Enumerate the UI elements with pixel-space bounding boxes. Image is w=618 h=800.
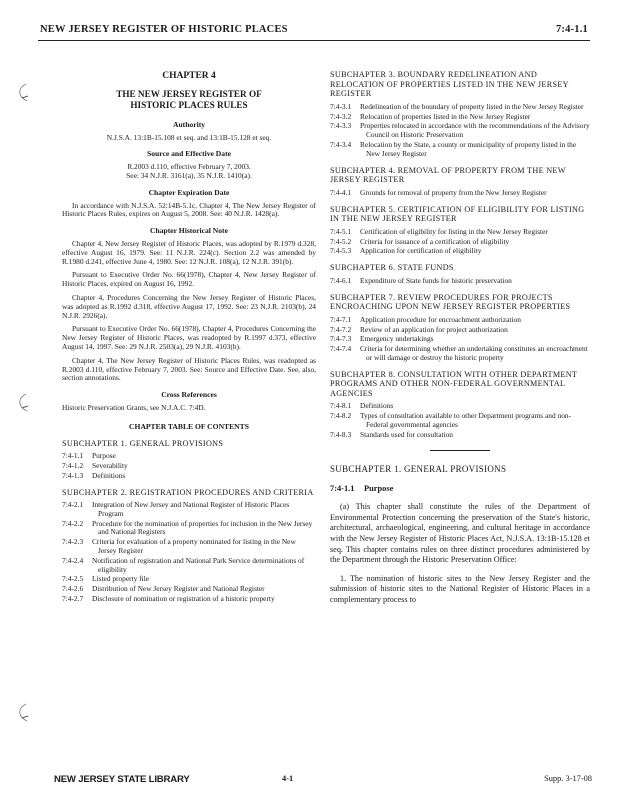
toc-entry [62, 462, 316, 471]
toc-entry-number: 7:4-1.2 [62, 460, 84, 470]
toc-entry [330, 141, 590, 159]
toc-entry-number: 7:4-2.7 [62, 594, 84, 604]
page-footer [40, 774, 592, 788]
toc-entry-title: Expenditure of State funds for historic preservation [360, 275, 512, 285]
toc-list [330, 316, 590, 363]
toc-entry-title: Relocation by the State, a county or municipality of property listed in the New Jersey Register [360, 139, 577, 158]
toc-entry-number: 7:4-3.1 [330, 101, 352, 111]
toc-list [330, 103, 590, 159]
toc-entry-number: 7:4-3.3 [330, 121, 352, 131]
toc-entry-title: Types of consultation available to other Department programs and non-Federal governmental agencies [360, 411, 572, 430]
toc-entry [330, 228, 590, 237]
toc-entry [330, 431, 590, 440]
historical-note-paragraph: Chapter 4, Procedures Concerning the New Jersey Register of Historic Places, was adopted as R.1992 d.318, effective August 17, 1992. See: 23 N.J.R. 2103(b), 24 N.J.R. 2926(a). [62, 292, 316, 320]
toc-entry-title: Disclosure of nomination or registration of a historic property [92, 594, 275, 604]
toc-entry [330, 238, 590, 247]
page-number: 4-1 [282, 774, 294, 783]
toc-entry-title: Standards used for consultation [360, 429, 453, 439]
toc-entry-number: 7:4-5.3 [330, 246, 352, 256]
toc-entry [330, 122, 590, 140]
toc-entry-number: 7:4-5.1 [330, 226, 352, 236]
binder-mark-icon [14, 82, 32, 104]
supplement-date: Supp. 3-17-08 [544, 774, 592, 783]
toc-list [330, 228, 590, 256]
toc-entry-title: Distribution of New Jersey Register and National Register [92, 584, 265, 594]
header-title: NEW JERSEY REGISTER OF HISTORIC PLACES [40, 24, 288, 35]
toc-list [62, 501, 316, 604]
expiration-text: In accordance with N.J.S.A. 52:14B-5.1c, Chapter 4, The New Jersey Register of Historic Places Rules, expires on August 5, 2008. See: 40 N.J.R. 1428(a). [62, 200, 316, 219]
historical-note-paragraph: Pursuant to Executive Order No. 66(1978), Chapter 4, Procedures Concerning the New Jersey Register of Historic Places, was readopted by R.1997 d.373, effective August 14, 1997. See: 29 N.J.R. 2503(a), 29 N.J.R. 4103(b). [62, 324, 316, 351]
authority-text: N.J.S.A. 13:1B-15.108 et seq. and 13:1B-15.128 et seq. [106, 132, 272, 142]
left-column [62, 70, 316, 605]
historical-note-paragraph: Chapter 4, The New Jersey Register of Historic Places Rules, was readopted as R.2003 d.110, effective February 7, 2003. See: Source and Effective Date. See, also, section annotations. [62, 355, 316, 383]
toc-entry-title: Criteria for evaluation of a property nominated for listing in the New Jersey Register [92, 537, 296, 556]
toc-entry-number: 7:4-7.1 [330, 314, 352, 324]
toc-entry-title: Relocation of properties listed in the New Jersey Register [360, 111, 531, 121]
toc-list [330, 402, 590, 439]
toc-list [330, 189, 590, 198]
toc-entry-number: 7:4-4.1 [330, 187, 352, 197]
toc-entry-title: Criteria for determining whether an undertaking constitutes an encroachment or will damage or destroy the historic property [360, 344, 588, 362]
toc-entry-title: Certification of eligibility for listing in the New Jersey Register [360, 226, 548, 236]
toc-entry-number: 7:4-1.1 [62, 451, 84, 461]
toc-entry-number: 7:4-8.1 [330, 401, 352, 411]
toc-entry-number: 7:4-7.3 [330, 334, 352, 344]
toc-entry-title: Redelineation of the boundary of property listed in the New Jersey Register [360, 101, 584, 111]
toc-title: CHAPTER TABLE OF CONTENTS [129, 421, 249, 431]
binder-mark-icon [14, 702, 32, 724]
toc-entry-number: 7:4-7.4 [330, 344, 352, 354]
toc-entry [62, 595, 316, 604]
toc-entry-number: 7:4-3.2 [330, 111, 352, 121]
subchapter-heading: SUBCHAPTER 8. CONSULTATION WITH OTHER DEPARTMENT PROGRAMS AND OTHER NON-FEDERAL GOVERNMENTAL AGENCIES [330, 369, 578, 398]
subchapter-heading: SUBCHAPTER 5. CERTIFICATION OF ELIGIBILITY FOR LISTING IN THE NEW JERSEY REGISTER [330, 204, 585, 224]
toc-entry [330, 113, 590, 122]
toc-entry [330, 345, 590, 363]
toc-entry [62, 557, 316, 575]
body-subchapter-heading: SUBCHAPTER 1. GENERAL PROVISIONS [330, 463, 507, 474]
historical-note-heading: Chapter Historical Note [150, 226, 228, 236]
section-number: 7:4-1.1 [330, 484, 355, 494]
toc-entry [62, 538, 316, 556]
toc-entry-title: Notification of registration and National Park Service determinations of eligibility [92, 555, 305, 574]
chapter-title [62, 89, 316, 111]
toc-entry-title: Grounds for removal of property from the New Jersey Register [360, 187, 547, 197]
toc-entry-title: Listed property file [92, 574, 150, 584]
toc-entry [62, 575, 316, 584]
chapter-title-line: THE NEW JERSEY REGISTER OF [116, 88, 262, 99]
toc-entry-title: Review of an application for project authorization [360, 324, 508, 334]
toc-list [62, 452, 316, 480]
body-paragraph: 1. The nomination of historic sites to the New Jersey Register and the submission of historic sites to the National Register of Historic Places in a complementary process to [330, 573, 590, 604]
toc-entry [330, 103, 590, 112]
subchapter-heading: SUBCHAPTER 4. REMOVAL OF PROPERTY FROM THE NEW JERSEY REGISTER [330, 165, 566, 185]
toc-entry [330, 247, 590, 256]
toc-entry [330, 277, 590, 286]
toc-list [330, 277, 590, 286]
toc-entry-number: 7:4-3.4 [330, 139, 352, 149]
toc-entry-title: Procedure for the nomination of properties for inclusion in the New Jersey and National Registers [92, 518, 313, 537]
toc-entry-number: 7:4-2.3 [62, 537, 84, 547]
toc-entry-title: Emergency undertakings [360, 334, 434, 344]
toc-entry [62, 472, 316, 481]
historical-note-paragraph: Chapter 4, New Jersey Register of Historic Places, was adopted by R.1979 d.328, effective August 16, 1979. See: 11 N.J.R. 224(c). Section 2.2 was amended by R.1980 d.241, effective June 4, 1980. See: 12 N.J.R. 108(a), 12 N.J.R. 391(b). [62, 238, 316, 266]
toc-entry-title: Criteria for issuance of a certification of eligibility [360, 236, 510, 246]
toc-entry [330, 316, 590, 325]
library-stamp: NEW JERSEY STATE LIBRARY [54, 774, 190, 785]
toc-entry [62, 585, 316, 594]
toc-entry-number: 7:4-8.2 [330, 411, 352, 421]
running-header [38, 22, 590, 41]
subchapter-heading: SUBCHAPTER 7. REVIEW PROCEDURES FOR PROJECTS ENCROACHING UPON NEW JERSEY REGISTER PROPERTIES [330, 292, 571, 312]
cross-references-heading: Cross References [161, 390, 217, 400]
toc-entry-number: 7:4-5.2 [330, 236, 352, 246]
toc-entry-title: Severability [92, 460, 128, 470]
historical-note-paragraph: Pursuant to Executive Order No. 66(1978), Chapter 4, New Jersey Register of Historic Places, expired on August 16, 1992. [62, 270, 316, 289]
toc-entry-number: 7:4-2.5 [62, 574, 84, 584]
toc-entry [330, 189, 590, 198]
toc-entry-number: 7:4-2.2 [62, 518, 84, 528]
toc-entry [62, 452, 316, 461]
subchapter-heading: SUBCHAPTER 1. GENERAL PROVISIONS [62, 438, 224, 448]
subchapter-heading: SUBCHAPTER 3. BOUNDARY REDELINEATION AND RELOCATION OF PROPERTIES LISTED IN THE NEW JERSEY REGISTER [330, 70, 569, 99]
toc-entry-title: Integration of New Jersey and National Register of Historic Places Program [92, 500, 290, 518]
toc-entry-title: Application procedure for encroachment authorization [360, 314, 521, 324]
section-title: Purpose [364, 484, 394, 494]
section-heading [330, 485, 590, 494]
toc-entry-title: Definitions [360, 401, 394, 411]
toc-entry [62, 520, 316, 538]
chapter-number: CHAPTER 4 [162, 71, 216, 81]
section-divider [430, 450, 490, 451]
authority-heading: Authority [172, 119, 206, 129]
toc-entry-number: 7:4-2.6 [62, 584, 84, 594]
toc-entry [330, 412, 590, 430]
toc-entry-number: 7:4-2.4 [62, 555, 84, 565]
toc-entry [62, 501, 316, 519]
toc-entry-number: 7:4-6.1 [330, 275, 352, 285]
toc-entry-number: 7:4-7.2 [330, 324, 352, 334]
toc-entry-number: 7:4-8.3 [330, 429, 352, 439]
source-text: R.2003 d.110, effective February 7, 2003. [127, 162, 251, 172]
toc-entry [330, 402, 590, 411]
toc-entry-title: Properties relocated in accordance with the recommendations of the Advisory Council on Historic Preservation [360, 121, 590, 140]
header-section-number: 7:4-1.1 [555, 24, 588, 35]
toc-entry-title: Definitions [92, 470, 126, 480]
source-text: See: 34 N.J.R. 3161(a), 35 N.J.R. 1410(a). [126, 170, 252, 180]
toc-entry-title: Purpose [92, 451, 116, 461]
subchapter-heading: SUBCHAPTER 6. STATE FUNDS [330, 263, 454, 273]
source-heading: Source and Effective Date [146, 149, 231, 159]
cross-references-text: Historic Preservation Grants, see N.J.A.C. 7:4D. [62, 402, 206, 412]
toc-entry [330, 335, 590, 344]
body-paragraph: (a) This chapter shall constitute the rules of the Department of Environmental Protection concerning the preservation of the State's historic, architectural, archaeological, engineering, and cultural heritage in accordance with the New Jersey Register of Historic Places Act, N.J.S.A. 13:1B-15.128 et seq. This chapter contains rules on three distinct procedures administered by the Department through the Historic Preservation Office: [330, 502, 590, 565]
binder-mark-icon [14, 392, 32, 414]
toc-entry-title: Application for certification of eligibility [360, 246, 482, 256]
expiration-heading: Chapter Expiration Date [148, 187, 230, 197]
right-column [330, 70, 590, 614]
chapter-title-line: HISTORIC PLACES RULES [130, 99, 248, 110]
toc-entry-number: 7:4-2.1 [62, 500, 84, 510]
toc-entry-number: 7:4-1.3 [62, 470, 84, 480]
subchapter-heading: SUBCHAPTER 2. REGISTRATION PROCEDURES AND CRITERIA [62, 487, 314, 497]
toc-entry [330, 326, 590, 335]
